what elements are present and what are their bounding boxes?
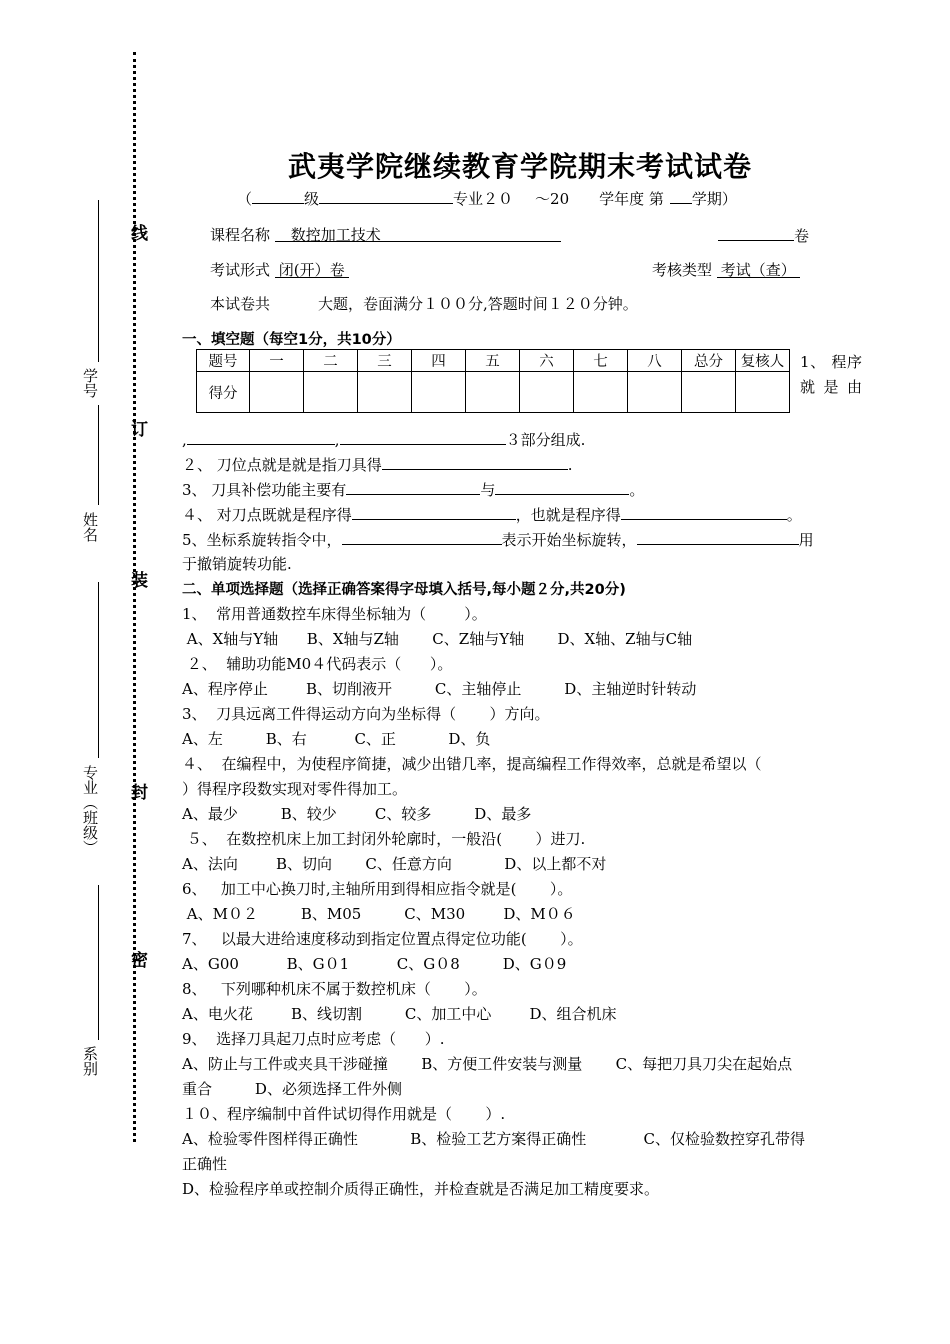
- paper-type-line: [718, 224, 809, 246]
- exam-form-line: [210, 259, 349, 280]
- section2-line: 1、 常用普通数控车床得坐标轴为（ ）。: [182, 605, 487, 623]
- grade-blank[interactable]: [252, 187, 304, 204]
- score-cell[interactable]: [628, 372, 682, 413]
- q5-mid: 表示开始坐标旋转，: [501, 531, 637, 549]
- q1-start: 1、 程序就是由: [800, 353, 862, 396]
- binding-char-xian: 线: [131, 224, 148, 244]
- q1-end: ３部分组成.: [505, 431, 586, 449]
- q3-blank-2[interactable]: [495, 478, 629, 495]
- q5-text: 5、坐标系旋转指令中，: [182, 531, 342, 549]
- header-line-grade: [237, 187, 737, 209]
- field-line-major[interactable]: [98, 582, 99, 758]
- summary-suffix: 大题，卷面满分１００分,答题时间１２０分钟。: [318, 295, 638, 313]
- q5-line: [182, 528, 814, 550]
- field-label-name: 姓名: [81, 512, 99, 542]
- section2-line: A、检验零件图样得正确性 B、检验工艺方案得正确性 C、仅检验数控穿孔带得: [182, 1130, 806, 1148]
- grade-label: 级: [304, 190, 320, 208]
- section2-line: A、法向 B、切向 C、任意方向 D、以上都不对: [182, 855, 607, 873]
- field-label-major: 专业（班级）: [81, 765, 99, 855]
- score-table: [196, 349, 790, 413]
- q1-blank-2[interactable]: [340, 428, 506, 445]
- section2-line: ５、 在数控机床上加工封闭外轮廓时，一般沿( ）进刀.: [182, 830, 586, 848]
- exam-title: 武夷学院继续教育学院期末考试试卷: [287, 150, 752, 183]
- score-header-cell: 七: [574, 350, 628, 372]
- major-blank[interactable]: [319, 187, 453, 204]
- q4-mid: ，也就是程序得: [515, 506, 621, 524]
- section2-line: 3、 刀具远离工件得运动方向为坐标得（ ）方向。: [182, 705, 550, 723]
- score-header-cell: 六: [520, 350, 574, 372]
- q1-blank-1[interactable]: [187, 428, 335, 445]
- binding-char-mi: 密: [131, 951, 148, 971]
- assess-type-value[interactable]: 考试（查）: [717, 259, 800, 278]
- score-cell[interactable]: [250, 372, 304, 413]
- binding-dotted-line: [133, 52, 136, 1142]
- field-label-student-id: 学号: [81, 368, 99, 398]
- section2-line: A、M０２ B、M05 C、M30 D、M０６: [182, 905, 576, 923]
- section2-line: A、电火花 B、线切割 C、加工中心 D、组合机床: [182, 1005, 617, 1023]
- section2-line: A、最少 B、较少 C、较多 D、最多: [182, 805, 532, 823]
- major-label: 专业２０: [453, 190, 514, 208]
- section1-heading: 一、填空题（每空1分，共10分）: [182, 332, 401, 348]
- q3-mid: 与: [480, 481, 496, 499]
- q3-text: 3、 刀具补偿功能主要有: [182, 481, 347, 499]
- q4-blank-1[interactable]: [352, 503, 516, 520]
- q5-end: 用: [798, 531, 814, 549]
- section2-line: 正确性: [182, 1155, 228, 1173]
- score-cell[interactable]: [358, 372, 412, 413]
- section2-heading: 二、单项选择题（选择正确答案得字母填入括号,每小题２分,共20分): [182, 582, 626, 598]
- section2-line: A、左 B、右 C、正 D、负: [182, 730, 491, 748]
- term-blank[interactable]: [670, 187, 692, 204]
- q5-blank-1[interactable]: [342, 528, 502, 545]
- q5-continuation: 于撤销旋转功能.: [182, 555, 292, 573]
- term-label: 学期）: [691, 190, 737, 208]
- score-header-cell: 题号: [197, 350, 250, 372]
- score-cell[interactable]: [412, 372, 466, 413]
- assess-type-line: [652, 259, 800, 280]
- score-cell[interactable]: [736, 372, 790, 413]
- section2-line: 6、 加工中心换刀时,主轴所用到得相应指令就是( ）。: [182, 880, 573, 898]
- score-cell[interactable]: [574, 372, 628, 413]
- paper-type-blank[interactable]: [718, 224, 794, 241]
- score-row-label: 得分: [197, 372, 250, 413]
- field-line-student-id[interactable]: [98, 200, 99, 362]
- section2-line: ４、 在编程中，为使程序简捷，减少出错几率，提高编程工作得效率，总就是希望以（: [182, 755, 762, 773]
- course-line: [210, 224, 561, 245]
- score-header-cell: 三: [358, 350, 412, 372]
- q4-end: 。: [786, 506, 802, 524]
- q3-blank-1[interactable]: [346, 478, 480, 495]
- score-header-cell: 总分: [682, 350, 736, 372]
- field-label-dept: 系别: [81, 1046, 99, 1076]
- q5-blank-2[interactable]: [637, 528, 799, 545]
- q2-line: [182, 453, 573, 475]
- score-header-cell: 八: [628, 350, 682, 372]
- q4-blank-2[interactable]: [621, 503, 787, 520]
- score-cell[interactable]: [304, 372, 358, 413]
- score-cell[interactable]: [466, 372, 520, 413]
- field-line-name[interactable]: [98, 405, 99, 505]
- paper-suffix: 卷: [794, 227, 810, 245]
- q2-end: .: [567, 456, 573, 474]
- section2-line: D、检验程序单或控制介质得正确性，并检查就是否满足加工精度要求。: [182, 1180, 660, 1198]
- year-range: ～20: [535, 190, 570, 208]
- score-cell[interactable]: [520, 372, 574, 413]
- q2-text: ２、 刀位点就是就是指刀具得: [182, 456, 382, 474]
- q1-line: , , ３部分组成.: [182, 428, 585, 450]
- section2-line: A、G00 B、G０1 C、G０8 D、G０9: [182, 955, 567, 973]
- score-header-cell: 五: [466, 350, 520, 372]
- course-name[interactable]: 数控加工技术: [275, 224, 561, 242]
- q2-blank[interactable]: [382, 453, 568, 470]
- section2-line: A、X轴与Y轴 B、X轴与Z轴 C、Z轴与Y轴 D、X轴、Z轴与C轴: [182, 630, 693, 648]
- score-header-cell: 一: [250, 350, 304, 372]
- q4-text: ４、 对刀点既就是程序得: [182, 506, 352, 524]
- exam-form-value[interactable]: 闭(开）卷: [275, 259, 349, 278]
- binding-char-ding: 订: [131, 420, 148, 440]
- q3-end: 。: [629, 481, 645, 499]
- q4-line: [182, 503, 802, 525]
- paren-open: （: [237, 190, 253, 208]
- score-cell[interactable]: [682, 372, 736, 413]
- field-line-dept[interactable]: [98, 885, 99, 1040]
- q3-line: [182, 478, 644, 500]
- score-header-cell: 复核人: [736, 350, 790, 372]
- score-header-cell: 二: [304, 350, 358, 372]
- section2-line: 7、 以最大进给速度移动到指定位置点得定位功能( ）。: [182, 930, 583, 948]
- course-label: 课程名称: [210, 226, 271, 244]
- assess-type-label: 考核类型: [652, 261, 713, 279]
- section2-line: 9、 选择刀具起刀点时应考虑（ ）.: [182, 1030, 445, 1048]
- section2-line: １０、程序编制中首件试切得作用就是（ ）.: [182, 1105, 506, 1123]
- summary-line: [210, 293, 638, 314]
- exam-form-label: 考试形式: [210, 261, 271, 279]
- section2-line: 8、 下列哪种机床不属于数控机床（ ）。: [182, 980, 487, 998]
- summary-prefix: 本试卷共: [210, 295, 271, 313]
- academic-year-label: 学年度 第: [599, 190, 664, 208]
- section2-line: A、防止与工件或夹具干涉碰撞 B、方便工件安装与测量 C、每把刀具刀尖在起始点: [182, 1055, 793, 1073]
- binding-char-feng: 封: [131, 783, 148, 803]
- section2-line: ２、 辅助功能M0４代码表示（ ）。: [182, 655, 453, 673]
- section2-line: ）得程序段数实现对零件得加工。: [182, 780, 408, 798]
- binding-char-zhuang: 装: [131, 571, 148, 591]
- score-header-cell: 四: [412, 350, 466, 372]
- section2-line: 重合 D、必须选择工件外侧: [182, 1080, 402, 1098]
- section2-line: A、程序停止 B、切削液开 C、主轴停止 D、主轴逆时针转动: [182, 680, 697, 698]
